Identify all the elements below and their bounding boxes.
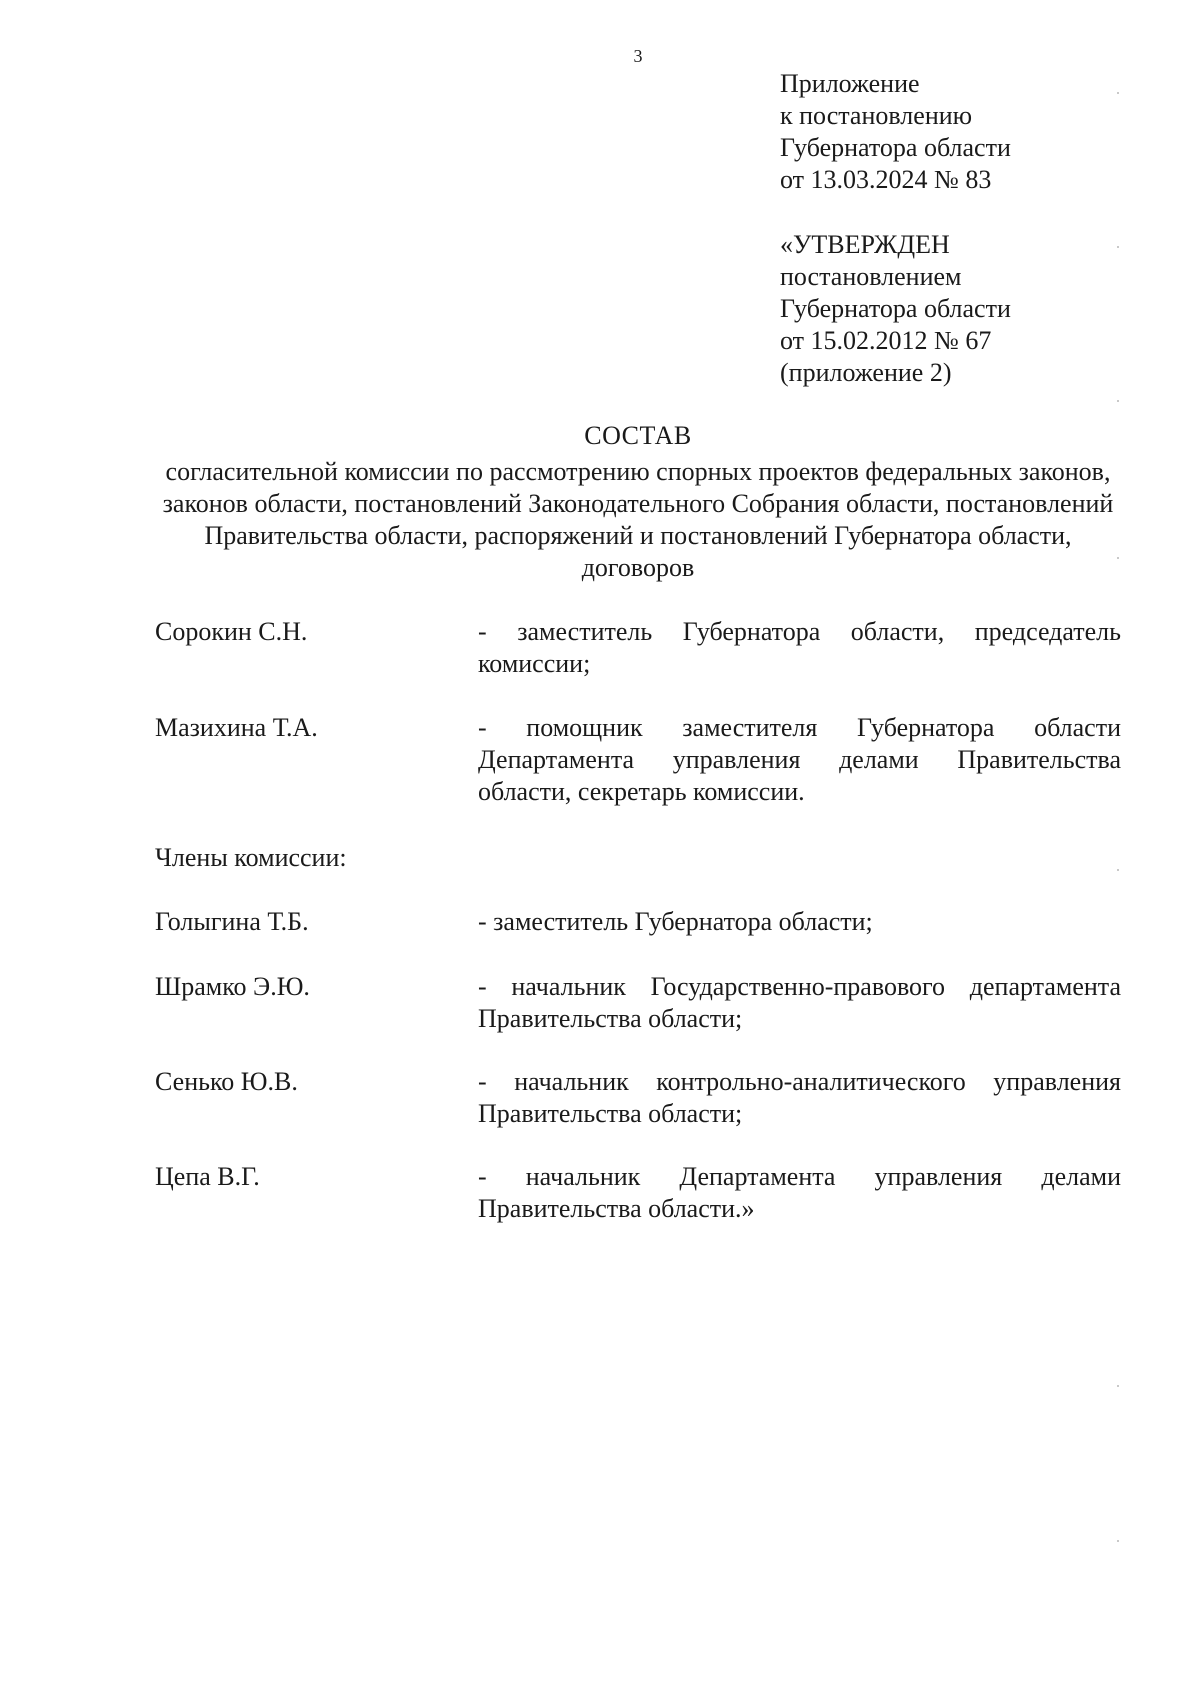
attachment-line: от 13.03.2024 № 83 xyxy=(780,165,992,194)
approved-line: постановлением xyxy=(780,262,962,291)
approved-line: от 15.02.2012 № 67 xyxy=(780,326,992,355)
member-role: - начальник контрольно-аналитического управления Правительства области; xyxy=(478,1067,1121,1128)
member-name: Цепа В.Г. xyxy=(155,1162,260,1191)
member-name: Шрамко Э.Ю. xyxy=(155,972,310,1001)
scan-speck xyxy=(1117,557,1119,559)
member-name: Сорокин С.Н. xyxy=(155,617,308,646)
member-name: Голыгина Т.Б. xyxy=(155,907,309,936)
scan-speck xyxy=(1117,92,1119,94)
scan-speck xyxy=(1117,869,1119,871)
approved-line: «УТВЕРЖДЕН xyxy=(780,230,950,259)
member-role: - заместитель Губернатора области, председатель комиссии; xyxy=(478,617,1121,678)
scan-speck xyxy=(1117,1540,1119,1542)
attachment-header xyxy=(780,68,1011,196)
member-role: - начальник Государственно-правового департамента Правительства области; xyxy=(478,972,1121,1033)
members-section-label: Члены комиссии: xyxy=(155,843,347,872)
page-number: 3 xyxy=(633,46,643,66)
document-title: СОСТАВ xyxy=(584,421,692,450)
document-subtitle: согласительной комиссии по рассмотрению спорных проектов федеральных законов, законов области, постановлений Законодательного Собрания области, постановлений Правительства области, распоряжений и постановлений Губернатора области, договоров xyxy=(162,457,1114,582)
approved-stamp xyxy=(780,229,1011,389)
member-name: Мазихина Т.А. xyxy=(155,713,318,742)
approved-line: (приложение 2) xyxy=(780,358,952,387)
attachment-line: Губернатора области xyxy=(780,133,1011,162)
member-role: - начальник Департамента управления делами Правительства области.» xyxy=(478,1162,1121,1223)
scan-speck xyxy=(1117,246,1119,248)
attachment-line: Приложение xyxy=(780,69,920,98)
scan-speck xyxy=(1117,400,1119,402)
member-role: - заместитель Губернатора области; xyxy=(478,907,873,936)
attachment-line: к постановлению xyxy=(780,101,973,130)
scan-speck xyxy=(1117,1385,1119,1387)
approved-line: Губернатора области xyxy=(780,294,1011,323)
member-role: - помощник заместителя Губернатора области Департамента управления делами Правительства области, секретарь комиссии. xyxy=(478,713,1121,806)
member-name: Сенько Ю.В. xyxy=(155,1067,298,1096)
